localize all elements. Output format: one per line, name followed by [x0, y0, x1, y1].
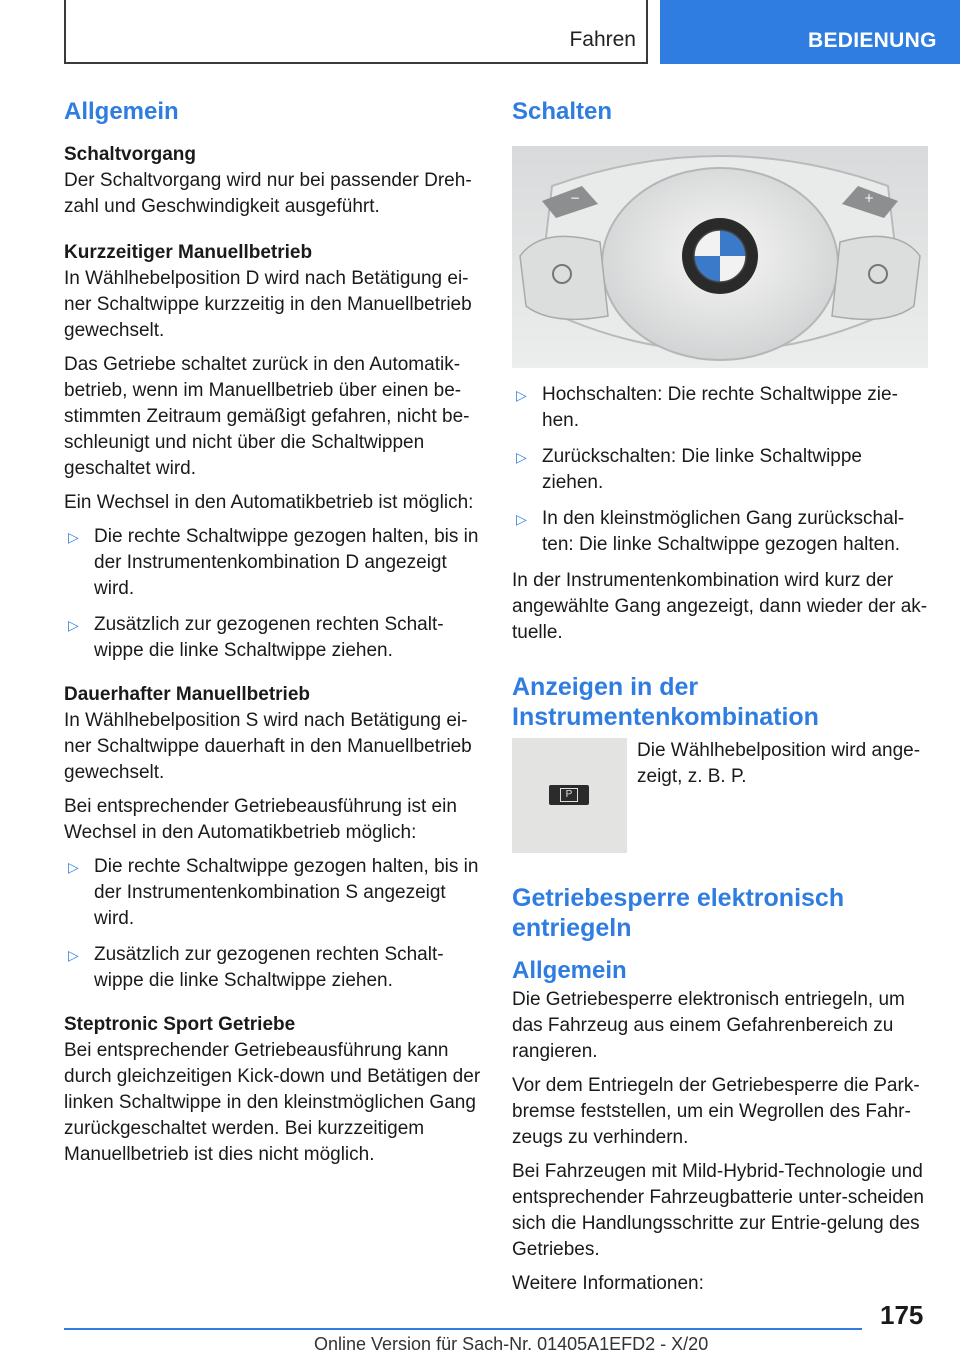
list-kurz — [64, 524, 482, 664]
footer-divider — [64, 1328, 862, 1330]
heading-kurzzeitiger-manuellbetrieb: Kurzzeitiger Manuellbetrieb — [64, 242, 313, 263]
list-item: ▷ In den kleinstmöglichen Gang zurückschal-ten: Die linke Schaltwippe gezogen halten. — [516, 508, 905, 555]
list-item: ▷ Die rechte Schaltwippe gezogen halten, bis in der Instrumentenkombination D angezeigt wird. — [68, 526, 479, 599]
paragraph-dauer-1: In Wählhebelposition S wird nach Betätigung ei-ner Schaltwippe dauerhaft in den Manuellbetrieb gewechselt. — [64, 710, 472, 783]
heading-steptronic: Steptronic Sport Getriebe — [64, 1014, 296, 1035]
header-section-title: Fahren — [569, 28, 636, 51]
heading-dauerhafter-manuellbetrieb: Dauerhafter Manuellbetrieb — [64, 684, 310, 705]
paragraph-kurz-1: In Wählhebelposition D wird nach Betätigung ei-ner Schaltwippe kurzzeitig in den Manuellbetrieb gewechselt. — [64, 268, 472, 341]
header-frame — [64, 0, 648, 64]
heading-allgemein: Allgemein — [64, 98, 179, 125]
list-item: ▷ Hochschalten: Die rechte Schaltwippe zie-hen. — [516, 384, 898, 431]
paragraph-schaltvorgang: Der Schaltvorgang wird nur bei passender Dreh-zahl und Geschwindigkeit ausgeführt. — [64, 170, 472, 217]
paragraph-sperre-2: Vor dem Entriegeln der Getriebesperre die Park-bremse feststellen, um ein Wegrollen des Fahr-zeugs zu verhindern. — [512, 1075, 920, 1148]
triangle-right-icon: ▷ — [516, 387, 527, 403]
list-dauer — [64, 854, 482, 994]
triangle-right-icon: ▷ — [68, 859, 79, 875]
paragraph-steptronic: Bei entsprechender Getriebeausführung kann durch gleichzeitigen Kick-down und Betätigen der linken Schaltwippe in den kleinstmöglichen Gang zurückgeschaltet werden. Bei kurzzeitigem Manuellbetrieb ist dies nicht möglich. — [64, 1040, 481, 1165]
steering-wheel-illustration — [512, 146, 928, 368]
paragraph-kurz-3: Ein Wechsel in den Automatikbetrieb ist möglich: — [64, 492, 474, 513]
triangle-right-icon: ▷ — [68, 529, 79, 545]
list-item: ▷ Zurückschalten: Die linke Schaltwippe ziehen. — [516, 446, 862, 493]
gear-indicator-icon: P — [549, 785, 589, 805]
paragraph-dauer-2: Bei entsprechender Getriebeausführung ist ein Wechsel in den Automatikbetrieb möglich: — [64, 796, 457, 843]
list-item: ▷ Zusätzlich zur gezogenen rechten Schalt-wippe die linke Schaltwippe ziehen. — [68, 614, 444, 661]
triangle-right-icon: ▷ — [68, 947, 79, 963]
triangle-right-icon: ▷ — [516, 511, 527, 527]
heading-anzeigen: Anzeigen in der Instrumentenkombination — [512, 673, 819, 731]
list-item: ▷ Die rechte Schaltwippe gezogen halten, bis in der Instrumentenkombination S angezeigt wird. — [68, 856, 479, 929]
right-column — [512, 96, 928, 1297]
heading-allgemein-2: Allgemein — [512, 957, 627, 984]
paragraph-sperre-4: Weitere Informationen: — [512, 1273, 704, 1294]
header-chapter-tab[interactable]: BEDIENUNG — [660, 0, 960, 64]
page-number: 175 — [880, 1300, 924, 1330]
paragraph-sperre-3: Bei Fahrzeugen mit Mild-Hybrid-Technologie und entsprechender Fahrzeugbatterie unter-scheiden sich die Handlungsschritte zur Entrie-gelung des Getriebes. — [512, 1161, 924, 1260]
heading-getriebesperre: Getriebesperre elektronisch entriegeln — [512, 884, 845, 942]
triangle-right-icon: ▷ — [68, 617, 79, 633]
list-item: ▷ Zusätzlich zur gezogenen rechten Schalt-wippe die linke Schaltwippe ziehen. — [68, 944, 444, 991]
heading-schaltvorgang: Schaltvorgang — [64, 144, 196, 165]
anzeigen-block — [512, 738, 928, 863]
list-schalten — [512, 382, 928, 558]
plus-icon: + — [864, 191, 875, 205]
paragraph-sperre-1: Die Getriebesperre elektronisch entriegeln, um das Fahrzeug aus einem Gefahrenbereich zu rangieren. — [512, 989, 905, 1062]
paragraph-schalten: In der Instrumentenkombination wird kurz der angewählte Gang angezeigt, dann wieder der ak-tuelle. — [512, 570, 928, 643]
minus-icon: − — [570, 191, 581, 205]
footer-online-version: Online Version für Sach-Nr. 01405A1EFD2 - X/20 — [314, 1334, 709, 1354]
paragraph-anzeigen: Die Wählhebelposition wird ange-zeigt, z. B. P. — [637, 740, 921, 787]
triangle-right-icon: ▷ — [516, 449, 527, 465]
instrument-display-illustration — [512, 738, 627, 853]
paragraph-kurz-2: Das Getriebe schaltet zurück in den Automatik-betrieb, wenn im Manuellbetrieb über einen be-stimmten Zeitraum gemäßigt gefahren, nicht be-schleunigt und nicht über die Schaltwippen geschaltet wird. — [64, 354, 470, 479]
heading-schalten: Schalten — [512, 98, 613, 125]
left-column — [64, 96, 482, 1168]
